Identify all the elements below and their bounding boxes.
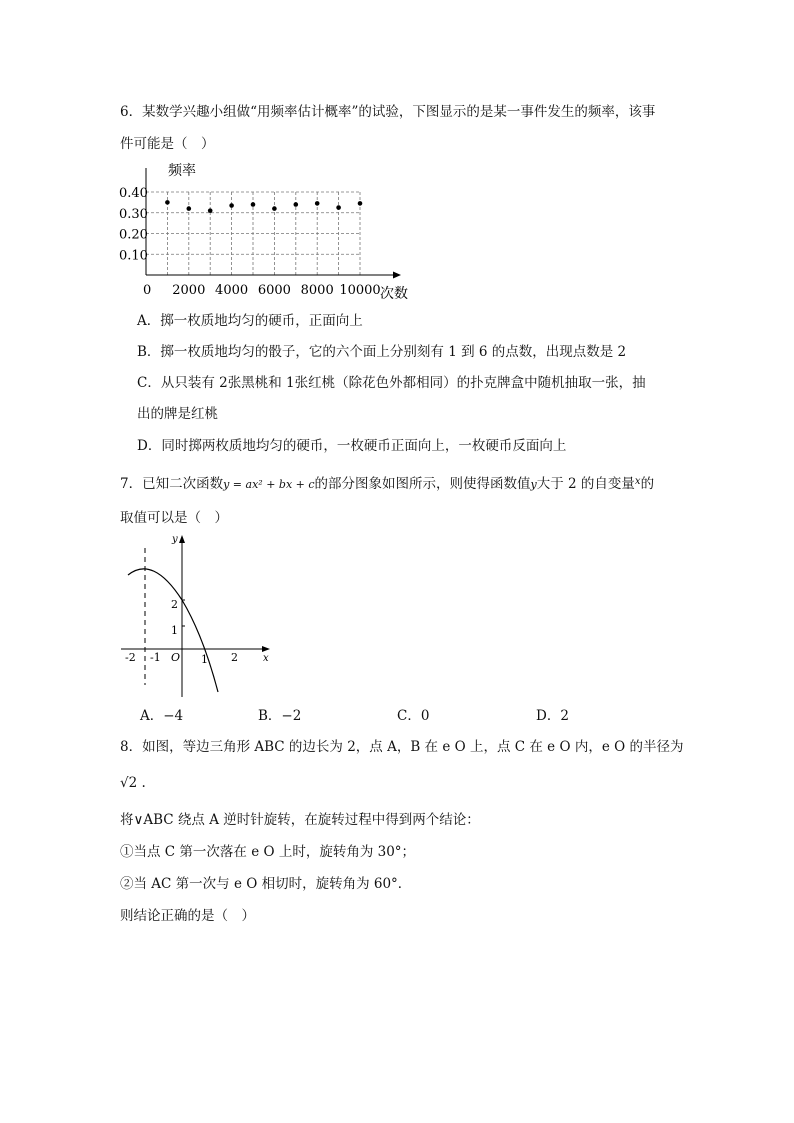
graph-x-arrow	[262, 646, 270, 652]
q8-question: 则结论正确的是（ ）	[120, 908, 255, 924]
graph-origin-label: O	[171, 651, 181, 664]
q8-conclusion-1: ①当点 C 第一次落在 e O 上时，旋转角为 30°；	[120, 844, 416, 860]
q7-stem-line2: 取值可以是（ ）	[120, 510, 228, 526]
chart-point	[272, 206, 277, 211]
chart-x-tick-label: 2000	[172, 283, 206, 298]
q7-post: 的	[640, 476, 655, 492]
graph-y-tick-1: 1	[171, 624, 178, 637]
chart-point	[165, 200, 170, 205]
chart-x-tick-label: 0	[143, 283, 152, 298]
parabola-graph	[115, 530, 285, 700]
chart-point	[187, 206, 192, 211]
chart-y-tick-label: 0.40	[119, 186, 148, 201]
q7-var-x: x	[634, 476, 641, 487]
chart-point	[336, 205, 341, 210]
q7-option-d: D．2	[536, 708, 569, 724]
chart-x-tick-label: 4000	[215, 283, 249, 298]
chart-x-tick-label: 6000	[257, 283, 291, 298]
q7-formula-eq: =	[229, 478, 246, 491]
graph-x-tick-2: 2	[231, 651, 238, 664]
q7-stem-line1	[120, 472, 654, 495]
chart-x-arrow	[393, 272, 401, 279]
q6-option-d: D．同时掷两枚质地均匀的硬币，一枚硬币正面向上，一枚硬币反面向上	[137, 438, 567, 454]
chart-point	[294, 202, 299, 207]
q8-rotation-stem: 将∨ABC 绕点 A 逆时针旋转，在旋转过程中得到两个结论：	[120, 812, 480, 828]
q8-conclusion-2: ②当 AC 第一次与 e O 相切时，旋转角为 60°．	[120, 876, 412, 892]
chart-xlabel: 次数	[380, 286, 408, 302]
q6-stem-line2: 件可能是（ ）	[120, 136, 215, 152]
q7-mid2: 大于 2 的自变量	[536, 476, 635, 492]
chart-ylabel: 频率	[168, 163, 196, 179]
q6-option-b: B．掷一枚质地均匀的骰子，它的六个面上分别刻有 1 到 6 的点数，出现点数是 2	[137, 344, 627, 360]
q7-pre: 7．已知二次函数	[120, 476, 224, 492]
chart-y-tick-label: 0.30	[119, 206, 148, 222]
graph-y-arrow	[179, 535, 185, 543]
chart-y-tick-label: 0.10	[119, 248, 148, 264]
q7-option-b: B．−2	[258, 708, 302, 724]
chart-point	[358, 201, 363, 206]
q8-stem-line1: 8．如图，等边三角形 ABC 的边长为 2，点 A，B 在 e O 上，点 C 在 e O 内，e O 的半径为	[120, 739, 684, 755]
graph-x-tick-1: 1	[201, 653, 208, 666]
chart-x-tick-label: 8000	[300, 283, 334, 298]
chart-x-tick-label: 10000	[339, 283, 381, 298]
q7-option-a: A．−4	[140, 708, 184, 724]
q7-var-y: y	[530, 478, 537, 491]
q6-stem-line1: 6．某数学兴趣小组做“用频率估计概率”的试验，下图显示的是某一事件发生的频率，该事	[120, 104, 656, 120]
graph-x-label: x	[263, 653, 269, 664]
q7-formula-y: y	[223, 478, 230, 491]
graph-x-tick-neg1: -1	[150, 651, 161, 664]
graph-y-label: y	[172, 534, 178, 545]
q6-option-c-line2: 出的牌是红桃	[137, 406, 218, 422]
chart-point	[208, 208, 213, 213]
graph-x-tick-neg2: -2	[125, 651, 136, 664]
chart-y-tick-label: 0.20	[119, 227, 148, 243]
graph-y-tick-2: 2	[171, 598, 178, 611]
q7-option-c: C．0	[397, 708, 430, 724]
q6-option-c-line1: C．从只装有 2张黑桃和 1张红桃（除花色外都相同）的扑克牌盒中随机抽取一张，抽	[137, 375, 646, 391]
q7-mid: 的部分图象如图所示，则使得函数值	[314, 476, 531, 492]
chart-point	[229, 203, 234, 208]
chart-point	[251, 202, 256, 207]
chart-point	[315, 201, 320, 206]
frequency-chart	[118, 158, 418, 303]
q7-formula-rest: ax² + bx + c	[245, 478, 315, 491]
q6-option-a: A．掷一枚质地均匀的硬币，正面向上	[137, 313, 363, 329]
q8-radius-value: √2 .	[120, 775, 146, 791]
